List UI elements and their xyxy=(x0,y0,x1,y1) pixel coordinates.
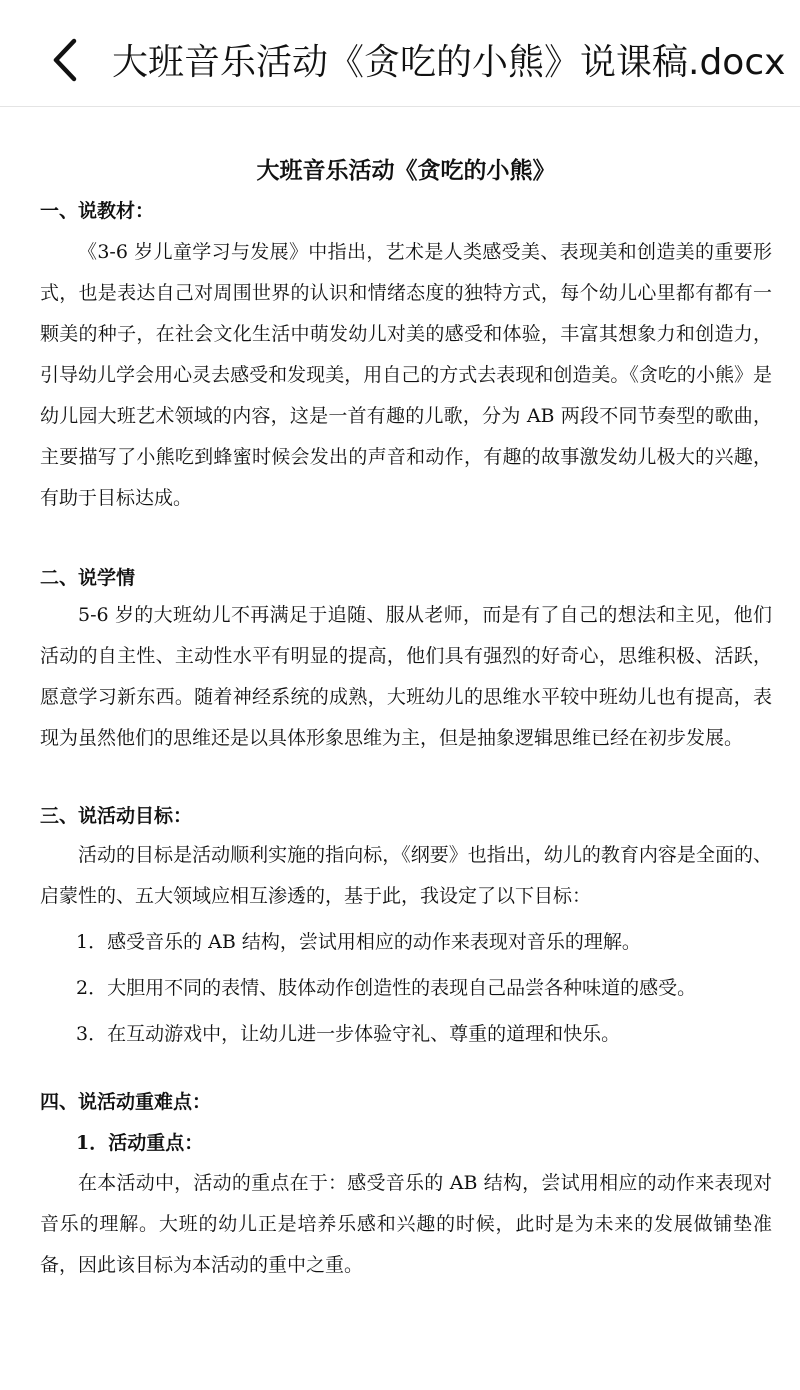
section-title: 四、说活动重难点： xyxy=(40,1091,212,1113)
section-paragraph: 活动的目标是活动顺利实施的指向标，《纲要》也指出，幼儿的教育内容是全面的、启蒙性的、五大领域应相互渗透的，基于此，我设定了以下目标： xyxy=(40,844,772,907)
subsection-title: 1．活动重点： xyxy=(76,1132,204,1154)
back-button[interactable] xyxy=(46,36,88,84)
section-key-difficult-points xyxy=(40,1087,772,1286)
top-bar xyxy=(0,0,800,107)
section-paragraph: 《3-6 岁儿童学习与发展》中指出，艺术是人类感受美、表现美和创造美的重要形式，也是表达自己对周围世界的认识和情绪态度的独特方式，每个幼儿心里都有都有一颗美的种子，在社会文化生活中萌发幼儿对美的感受和体验，丰富其想象力和创造力，引导幼儿学会用心灵去感受和发现美，用自己的方式去表现和创造美。《贪吃的小熊》是幼儿园大班艺术领域的内容，这是一首有趣的儿歌，分为 AB 两段不同节奏型的歌曲，主要描写了小熊吃到蜂蜜时候会发出的声音和动作，有趣的故事激发幼儿极大的兴趣，有助于目标达成。 xyxy=(40,241,772,509)
section-activity-goals xyxy=(40,801,772,1057)
section-teaching-material xyxy=(40,196,772,519)
section-learner-analysis xyxy=(40,563,772,759)
section-title: 三、说活动目标： xyxy=(40,805,193,827)
chevron-left-icon xyxy=(46,36,88,84)
goal-item: 1．感受音乐的 AB 结构，尝试用相应的动作来表现对音乐的理解。 xyxy=(76,931,641,953)
document-file-title: 大班音乐活动《贪吃的小熊》说课稿.docx xyxy=(112,42,786,83)
section-title: 一、说教材： xyxy=(40,200,155,222)
goal-item: 2．大胆用不同的表情、肢体动作创造性的表现自己品尝各种味道的感受。 xyxy=(76,977,697,999)
document-page[interactable] xyxy=(40,106,772,1286)
document-heading: 大班音乐活动《贪吃的小熊》 xyxy=(256,157,556,184)
section-title: 二、说学情 xyxy=(40,567,136,589)
section-paragraph: 5-6 岁的大班幼儿不再满足于追随、服从老师，而是有了自己的想法和主见，他们活动的自主性、主动性水平有明显的提高，他们具有强烈的好奇心，思维积极、活跃，愿意学习新东西。随着神经系统的成熟，大班幼儿的思维水平较中班幼儿也有提高，表现为虽然他们的思维还是以具体形象思维为主，但是抽象逻辑思维已经在初步发展。 xyxy=(40,604,772,749)
section-paragraph: 在本活动中，活动的重点在于：感受音乐的 AB 结构，尝试用相应的动作来表现对音乐的理解。大班的幼儿正是培养乐感和兴趣的时候，此时是为未来的发展做铺垫准备，因此该目标为本活动的重中之重。 xyxy=(40,1172,772,1276)
goal-item: 3．在互动游戏中，让幼儿进一步体验守礼、尊重的道理和快乐。 xyxy=(76,1023,621,1045)
